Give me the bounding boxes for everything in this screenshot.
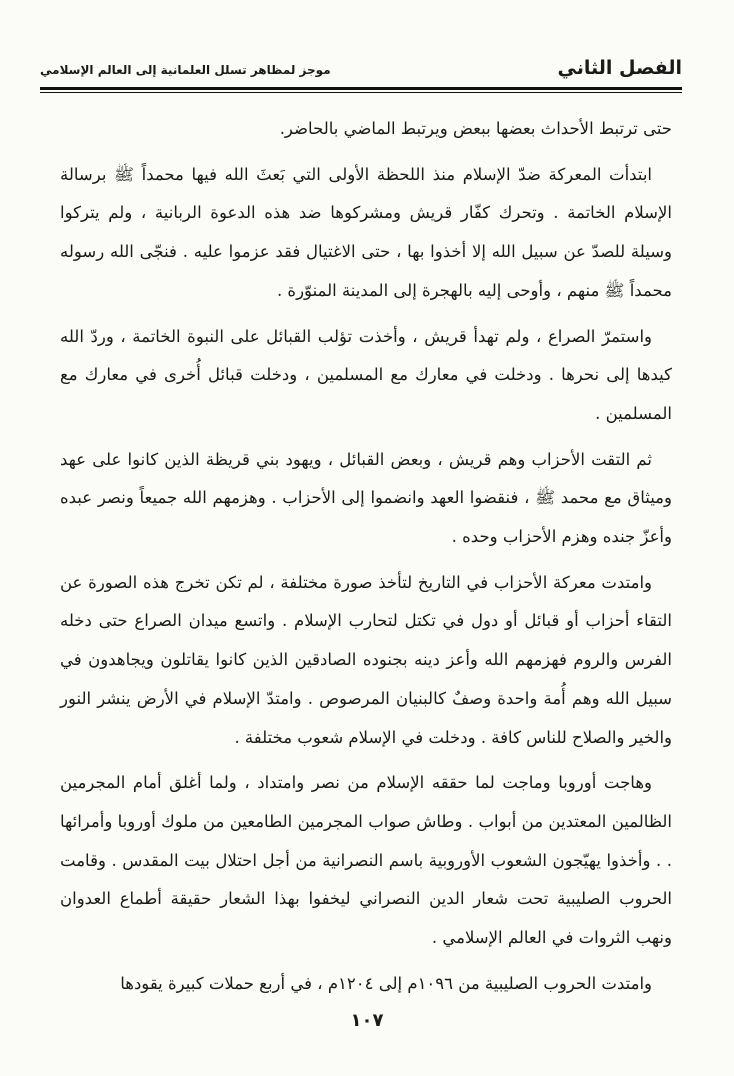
paragraph: وهاجت أوروبا وماجت لما حققه الإسلام من نصر وامتداد ، ولما أغلق أمام المجرمين الظالمين المعتدين من أبواب . وطاش صواب المجرمين الطامعين من ملوك أوروبا وأمرائها . . وأخذوا يهيّجون الشعوب الأوروبية باسم النصرانية من أجل احتلال بيت المقدس . وقامت الحروب الصليبية تحت شعار الدين النصراني ليخفوا بهذا الشعار حقيقة أطماع العدوان ونهب الثروات في العالم الإسلامي . (60, 773, 672, 948)
body-text (60, 110, 672, 1010)
page-header (40, 38, 682, 86)
header-rule-thick (40, 87, 682, 90)
paragraph: ثم التقت الأحزاب وهم قريش ، وبعض القبائل ، ويهود بني قريظة الذين كانوا على عهد وميثاق مع محمد ﷺ ، فنقضوا العهد وانضموا إلى الأحزاب . وهزمهم الله جميعاً ونصر عبده وأعزّ جنده وهزم الأحزاب وحده . (60, 449, 672, 547)
page-number: ١٠٧ (350, 1010, 384, 1031)
paragraph: ابتدأت المعركة ضدّ الإسلام منذ اللحظة الأولى التي بَعثَ الله فيها محمداً ﷺ برسالة الإسلام الخاتمة . وتحرك كفّار قريش ومشركوها ضد هذه الدعوة الربانية ، ولم يتركوا وسيلة للصدّ عن سبيل الله إلا أخذوا بها ، حتى الاغتيال فقد عزموا عليه . فنجّى الله رسوله محمداً ﷺ منهم ، وأوحى إليه بالهجرة إلى المدينة المنوّرة . (60, 164, 672, 300)
paragraph: حتى ترتبط الأحداث بعضها ببعض ويرتبط الماضي بالحاضر. (279, 119, 672, 138)
paragraph: وامتدت الحروب الصليبية من ١٠٩٦م إلى ١٢٠٤م ، في أربع حملات كبيرة يقودها (120, 973, 652, 993)
chapter-title: الفصل الثاني (557, 57, 682, 79)
header-rule-thin (40, 92, 682, 93)
paragraph: وامتدت معركة الأحزاب في التاريخ لتأخذ صورة مختلفة ، لم تكن تخرج هذه الصورة عن التقاء أحزاب أو قبائل أو دول في تكتل لتحارب الإسلام . واتسع ميدان الصراع حتى دخله الفرس والروم فهزمهم الله وأعز دينه بجنوده الصادقين الذين كانوا يقاتلون ويجاهدون في سبيل الله وهم أُمة واحدة وصفٌ كالبنيان المرصوص . وامتدّ الإسلام في الأرض ينشر النور والخير والصلاح للناس كافة . ودخلت في الإسلام شعوب مختلفة . (60, 572, 672, 747)
running-title: موجز لمظاهر تسلل العلمانية إلى العالم الإسلامي (40, 63, 331, 77)
paragraph: واستمرّ الصراع ، ولم تهدأ قريش ، وأخذت تؤلب القبائل على النبوة الخاتمة ، وردّ الله كيدها إلى نحرها . ودخلت في معارك مع المسلمين ، ودخلت قبائل أُخرى في معارك مع المسلمين . (60, 326, 672, 423)
